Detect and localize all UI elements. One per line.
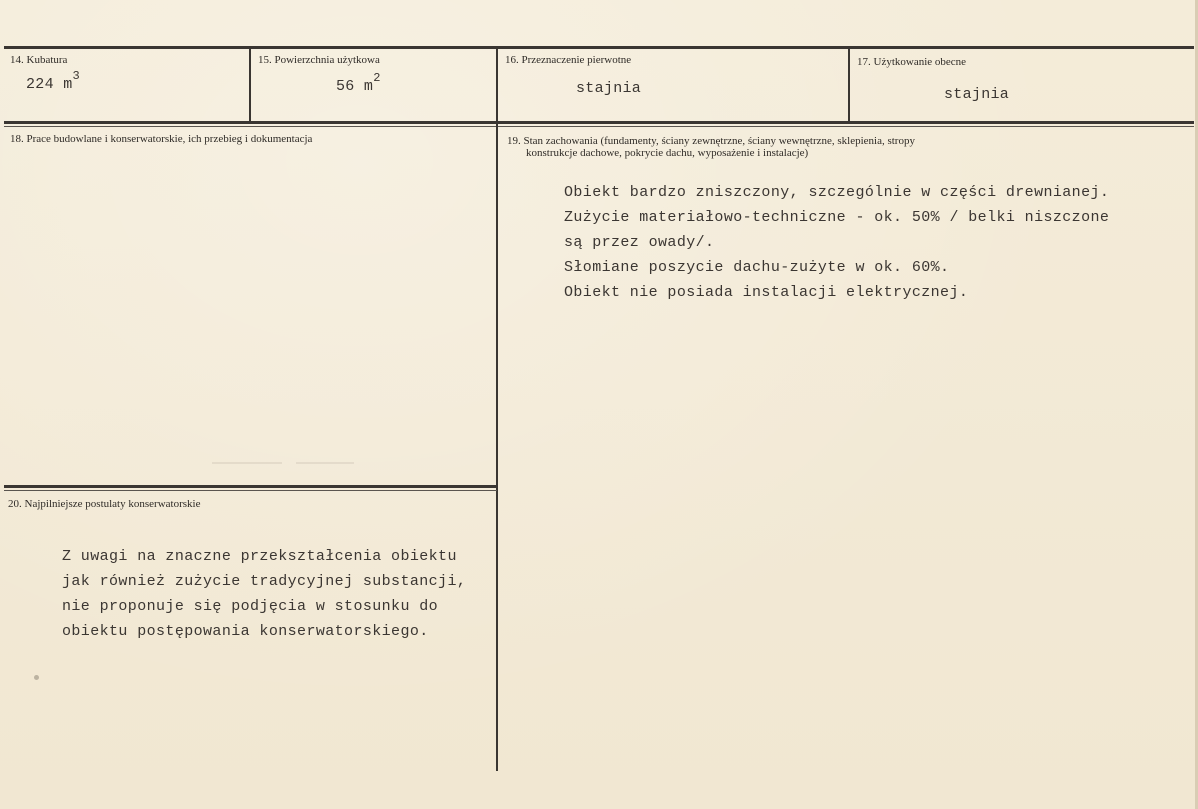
unit-exponent: 2 [373,71,381,85]
bleed-through-mark [296,462,354,464]
text-line: obiektu postępowania konserwatorskiego. [62,623,429,640]
column-divider-main [496,46,498,771]
unit-exponent: 3 [72,69,81,83]
field-18-label: 18. Prace budowlane i konserwatorskie, ich przebieg i dokumentacja [10,133,313,145]
field-17-label: 17. Użytkowanie obecne [857,56,967,68]
field-17-value: stajnia [944,86,1010,103]
text-line: Obiekt nie posiada instalacji elektrycznej. [564,284,969,301]
field-14-value: 224 $m^3$ [26,69,81,93]
column-divider [249,46,251,122]
text-line: są przez owady/. [564,234,715,251]
text-line: Zużycie materiałowo-techniczne - ok. 50% / belki niszczone [564,209,1110,226]
text-line: jak również zużycie tradycyjnej substancji, [62,573,467,590]
text-line: Z uwagi na znaczne przekształcenia obiektu [62,548,457,565]
row-divider [4,121,1194,124]
field-20-text [62,544,466,644]
text-line: Słomiane poszycie dachu-zużyte w ok. 60%. [564,259,950,276]
field-19-text [564,180,1109,305]
section-divider-secondary [4,490,497,491]
text-line: Obiekt bardzo zniszczony, szczególnie w części drewnianej. [564,184,1110,201]
column-divider [848,46,850,122]
field-19-label-continued: konstrukcje dachowe, pokrycie dachu, wyposażenie i instalacje) [526,147,809,159]
top-rule [4,46,1194,49]
row-divider-secondary [4,126,1194,127]
section-divider [4,485,497,488]
field-20-label: 20. Najpilniejsze postulaty konserwatorskie [8,498,201,510]
field-14-label: 14. Kubatura [10,54,68,66]
field-16-label: 16. Przeznaczenie pierwotne [505,54,632,66]
text-line: nie proponuje się podjęcia w stosunku do [62,598,439,615]
bleed-through-mark [212,462,282,464]
field-15-label: 15. Powierzchnia użytkowa [258,54,380,66]
field-19-label: 19. Stan zachowania (fundamenty, ściany zewnętrzne, ściany wewnętrzne, sklepienia, stropy [507,135,915,147]
field-15-value: 56 $m^2$ [336,71,381,95]
field-16-value: stajnia [576,80,642,97]
ink-spot [34,675,39,680]
